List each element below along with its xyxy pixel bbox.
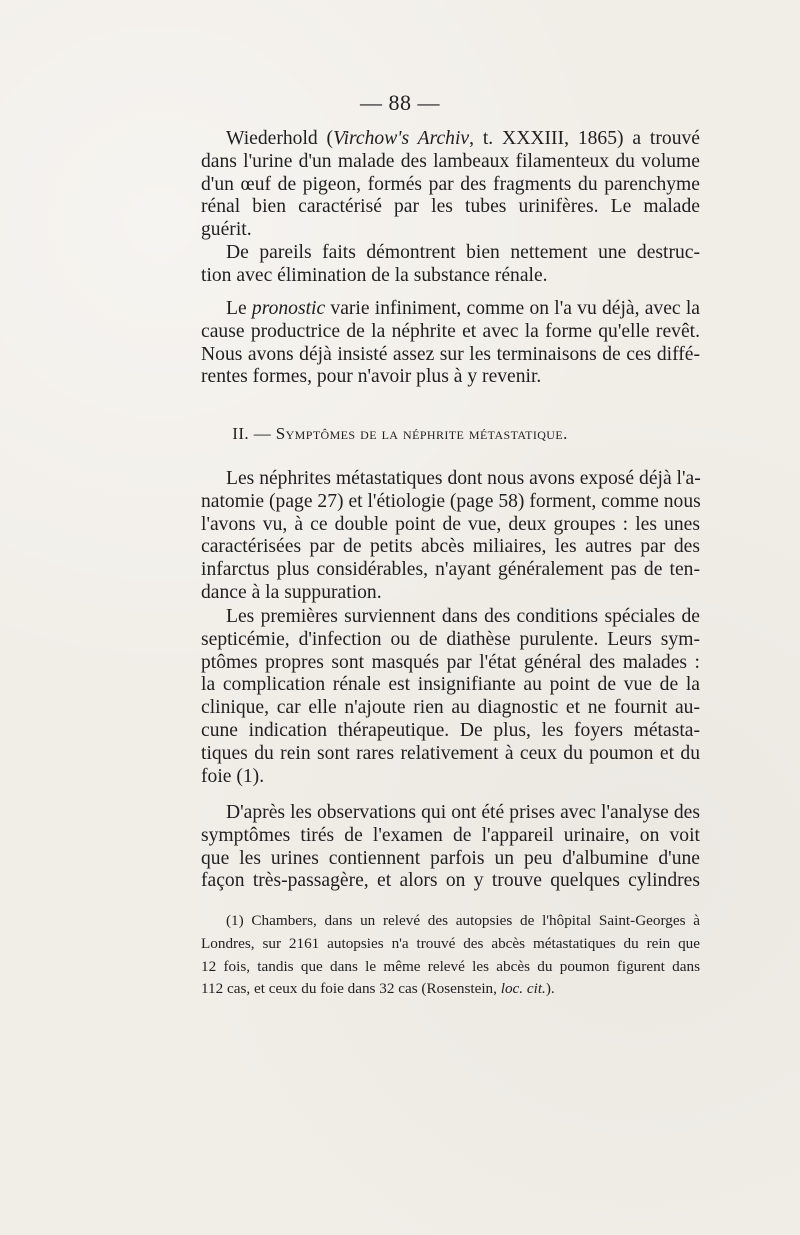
footnote	[201, 910, 700, 1001]
text-line: caractérisées par de petits abcès miliaires, les autres par des	[201, 536, 700, 558]
section-heading	[0, 424, 800, 444]
text-line: tion avec élimination de la substance rénale.	[201, 264, 548, 286]
text-line: ptômes propres sont masqués par l'état général des malades :	[201, 651, 700, 673]
text-line: l'avons vu, à ce double point de vue, deux groupes : les unes	[201, 513, 700, 535]
text-line: Nous avons déjà insisté assez sur les terminaisons de ces diffé-	[201, 343, 700, 365]
text-line: d'un œuf de pigeon, formés par des fragments du parenchyme	[201, 173, 700, 195]
paragraph-pronostic	[201, 298, 700, 389]
text-line: clinique, car elle n'ajoute rien au diagnostic et ne fournit au-	[201, 697, 700, 719]
text-line: natomie (page 27) et l'étiologie (page 58) forment, comme nous	[201, 490, 701, 512]
text-line: dans l'urine d'un malade des lambeaux filamenteux du volume	[201, 150, 700, 172]
text-line: Wiederhold (Virchow's Archiv, t. XXXIII, 1865) a trouvé	[226, 128, 700, 149]
text-line: Les néphrites métastatiques dont nous avons exposé déjà l'a-	[226, 468, 701, 489]
text-line: tiques du rein sont rares relativement à ceux du poumon et du	[201, 742, 700, 764]
text-line: Les premières surviennent dans des conditions spéciales de	[226, 606, 700, 627]
text-line: septicémie, d'infection ou de diathèse purulente. Leurs sym-	[201, 628, 700, 650]
section-heading-prefix: II. —	[232, 424, 276, 443]
text-line: Le pronostic varie infiniment, comme on l'a vu déjà, avec la	[226, 298, 700, 319]
text-line: cause productrice de la néphrite et avec la forme qu'elle revêt.	[201, 320, 700, 342]
text-line: symptômes tirés de l'examen de l'appareil urinaire, on voit	[201, 824, 700, 846]
footnote-line: Londres, sur 2161 autopsies n'a trouvé des abcès métastatiques du rein que	[201, 934, 700, 952]
text-line: façon très-passagère, et alors on y trouve quelques cylindres	[201, 870, 700, 892]
text-line: cune indication thérapeutique. De plus, les foyers métasta-	[201, 719, 700, 741]
paragraph-nephrites	[201, 468, 700, 605]
paragraph-observations	[201, 802, 700, 893]
paragraph-premieres	[201, 606, 700, 788]
text-line: rentes formes, pour n'avoir plus à y revenir.	[201, 366, 542, 388]
text-line: la complication rénale est insignifiante au point de vue de la	[201, 674, 700, 696]
text-line: que les urines contiennent parfois un peu d'albumine d'une	[201, 847, 700, 869]
footnote-line: 112 cas, et ceux du foie dans 32 cas (Rosenstein, loc. cit.).	[201, 980, 555, 998]
paragraph-wiederhold	[201, 128, 700, 242]
text-line: guérit.	[201, 219, 252, 241]
text-line: rénal bien caractérisé par les tubes urinifères. Le malade	[201, 196, 700, 218]
section-heading-title: Symptômes de la néphrite métastatique.	[275, 424, 568, 443]
footnote-line: (1) Chambers, dans un relevé des autopsies de l'hôpital Saint-Georges à	[226, 912, 700, 929]
text-line: infarctus plus considérables, n'ayant généralement pas de ten-	[201, 559, 700, 581]
footnote-line: 12 fois, tandis que dans le même relevé les abcès du poumon figurent dans	[201, 957, 700, 975]
text-line: dance à la suppuration.	[201, 581, 382, 603]
page-number: — 88 —	[360, 90, 440, 115]
text-line: foie (1).	[201, 765, 265, 787]
text-line: D'après les observations qui ont été prises avec l'analyse des	[226, 802, 700, 823]
paragraph-destruction	[201, 242, 700, 288]
text-line: De pareils faits démontrent bien nettement une destruc-	[226, 242, 700, 263]
